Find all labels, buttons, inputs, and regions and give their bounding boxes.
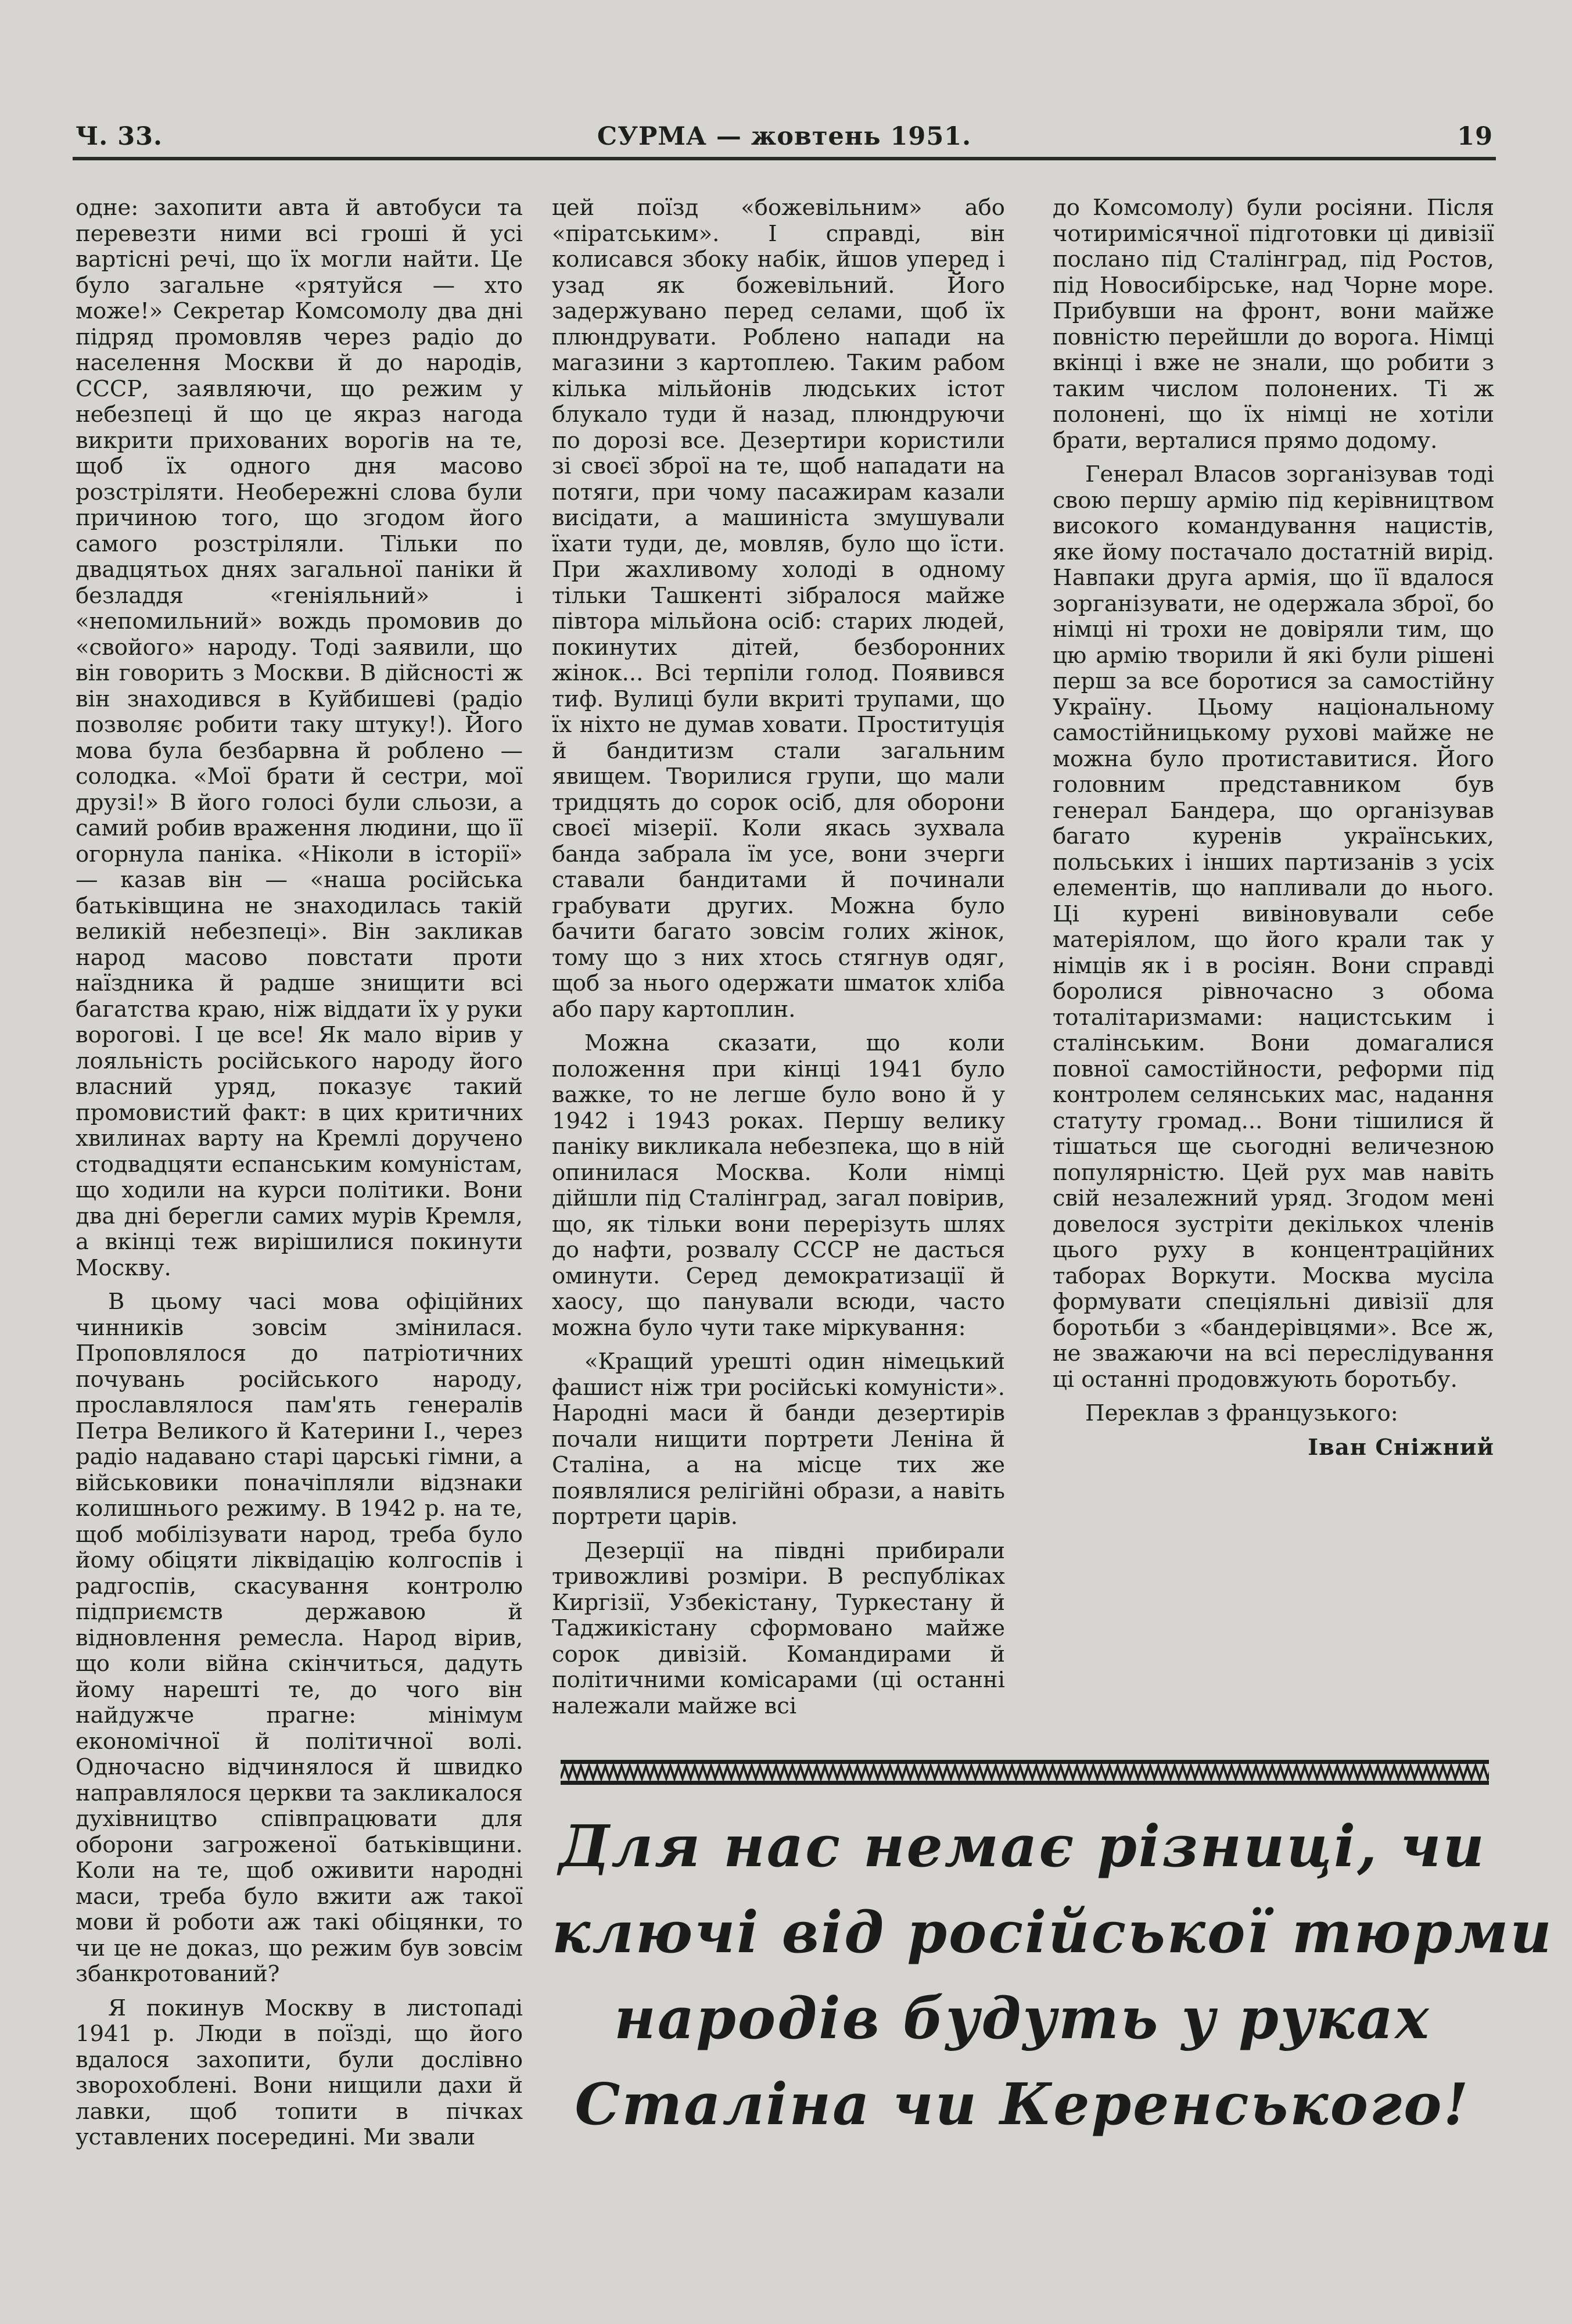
page-number: 19 <box>1457 122 1493 151</box>
paragraph: одне: захопити авта й автобуси та перевезти ними всі гроші й усі вартісні речі, що їх могли найти. Це було загальне «рятуйся — хто може!» Секретар Комсомолу два дні підряд промовляв через радіо до населення Москви й до народів, СССР, заявляючи, що режим у небезпеці й що це якраз нагода викрити прихованих ворогів на те, щоб їх одного дня масово розстріляти. Необережні слова були причиною того, що згодом його самого розстріляли. Тільки по двадцятьох днях загальної паніки й безладдя «геніяльний» і «непомильний» вождь промовив до «свойого» народу. Тоді заявили, що він говорить з Москви. В дійсності ж він знаходився в Куйбишеві (радіо позволяє робити таку штуку!). Його мова була безбарвна й роблено — солодка. «Мої брати й сестри, мої друзі!» В його голосі були сльози, а самий робив враження людини, що її огорнула паніка. «Ніколи в історії» — казав він — «наша російська батьківщина не знаходилась такій великій небезпеці». Він закликав народ масово повстати проти наїздника й радше знищити всі багатства краю, ніж віддати їх у руки ворогові. І це все! Як мало вірив у лояльність російського народу його власний уряд, показує такий промовистий факт: в цих критичних хвилинах варту на Кремлі доручено стодвадцяти еспанським комуністам, що ходили на курси політики. Вони два дні берегли самих мурів Кремля, а вкінці теж вирішилися покинути Москву. <box>76 195 523 1281</box>
slogan-line: Для нас немає різниці, чи <box>559 1813 1486 1880</box>
column-2 <box>552 195 1005 1727</box>
column-3 <box>1053 195 1494 1469</box>
paragraph: до Комсомолу) були росіяни. Після чотиримісячної підготовки ці дивізії послано під Сталінград, під Ростов, під Новосибірське, над Чорне море. Прибувши на фронт, вони майже повністю перейшли до ворога. Німці вкінці і вже не знали, що робити з таким числом полонених. Ті ж полонені, що їх німці не хотіли брати, верталися прямо додому. <box>1053 195 1494 454</box>
translator-name: Іван Сніжний <box>1308 1434 1494 1461</box>
paragraph: Дезерції на півдні прибирали тривожливі розміри. В республіках Киргізії, Узбекістану, Туркестану й Таджикістану сформовано майже сорок дивізій. Командирами й політичними комісарами (ці останні належали майже всі <box>552 1537 1005 1719</box>
magazine-title: СУРМА — жовтень 1951. <box>597 122 972 151</box>
paragraph: В цьому часі мова офіційних чинників зовсім змінилася. Проповлялося до патріотичних почувань російського народу, прославлялося пам'ять генералів Петра Великого й Катерини І., через радіо надавано старі царські гімни, а військовики поначіпляли відзнаки колишнього режиму. В 1942 р. на те, щоб мобілізувати народ, треба було йому обіцяти ліквідацію колгоспів і радгоспів, скасування контролю підприємств державою й відновлення ремесла. Народ вірив, що коли війна скінчиться, дадуть йому нарешті те, до чого він найдужче прагне: мінімум економічної й політичної волі. Одночасно відчинялося й швидко направлялося церкви та закликалося духівництво співпрацювати для оборони загроженої батьківщини. Коли на те, щоб оживити народні маси, треба було вжити аж такої мови й роботи аж такі обіцянки, то чи це не доказ, що режим був зовсім збанкротований? <box>76 1289 523 1987</box>
paragraph: Я покинув Москву в листопаді 1941 р. Люди в поїзді, що його вдалося захопити, були дослівно зворохоблені. Вони нищили дахи й лавки, щоб топити в пічках уставлених посередині. Ми звали <box>76 1995 523 2150</box>
header-rule <box>73 157 1496 160</box>
slogan-block <box>552 1804 1553 2148</box>
ornamental-border <box>561 1758 1489 1787</box>
paragraph: Можна сказати, що коли положення при кінці 1941 було важке, то не легше було воно й у 1942 і 1943 роках. Першу велику паніку викликала небезпека, що в ній опинилася Москва. Коли німці дійшли під Сталінград, загал повірив, що, як тільки вони перерізуть шлях до нафти, розвалу СССР не дасться оминути. Серед демократизації й хаосу, що панували всюди, часто можна було чути таке міркування: <box>552 1030 1005 1341</box>
translator-credit-label: Переклав з французького: <box>1085 1400 1398 1426</box>
slogan-line: ключі від російської тюрми <box>552 1899 1553 1966</box>
issue-number: Ч. 33. <box>76 122 163 151</box>
paragraph: цей поїзд «божевільним» або «піратським». І справді, він колисався збоку набік, йшов уперед і узад як божевільний. Його задержувано перед селами, щоб їх плюндрувати. Роблено напади на магазини з картоплею. Таким рабом кілька мільйонів людських істот блукало туди й назад, плюндруючи по дорозі все. Дезертири користили зі своєї зброї на те, щоб нападати на потяги, при чому пасажирам казали висідати, а машиніста змушували їхати туди, де, мовляв, було що їсти. При жахливому холоді в одному тільки Ташкенті зібралося майже півтора мільйона осіб: старих людей, покинутих дітей, безборонних жінок... Всі терпіли голод. Появився тиф. Вулиці були вкриті трупами, що їх ніхто не думав ховати. Проституція й бандитизм стали загальним явищем. Творилися групи, що мали тридцять до сорок осіб, для оборони своєї мізерії. Коли якась зухвала банда забрала їм усе, вони зчерги ставали бандитами й починали грабувати других. Можна було бачити багато зовсім голих жінок, тому що з них хтось стягнув одяг, щоб за нього одержати шматок хліба або пару картоплин. <box>552 195 1005 1023</box>
column-1 <box>76 195 523 2159</box>
paragraph: Генерал Власов зорганізував тоді свою першу армію під керівництвом високого командування нацистів, яке йому постачало достатній вирід. Навпаки друга армія, що її вдалося зорганізувати, не одержала зброї, бо німці ні трохи не довіряли тим, що цю армію творили й які були рішені перш за все боротися за самостійну Україну. Цьому національному самостійницькому рухові майже не можна було протиставитися. Його головним представником був генерал Бандера, що організував багато куренів українських, польських і інших партизанів з усіх елементів, що напливали до нього. Ці курені вивіновували себе матеріялом, що його крали так у німців як і в росіян. Вони справді боролися рівночасно з обома тоталітаризмами: нацистським і сталінським. Вони домагалися повної самостійности, реформи під контролем селянських мас, надання статуту громад... Вони тішилися й тішаться ще сьогодні величезною популярністю. Цей рух мав навіть свій незалежний уряд. Згодом мені довелося зустріти декількох членів цього руху в концентраційних таборах Воркути. Москва мусіла формувати спеціяльні дивізії для боротьби з «бандерівцями». Все ж, не зважаючи на всі переслідування ці останні продовжують боротьбу. <box>1053 461 1494 1393</box>
slogan-line: народів будуть у руках <box>614 1985 1431 2052</box>
slogan-line: Сталіна чи Керенського! <box>575 2071 1470 2138</box>
paragraph: «Кращий урешті один німецький фашист ніж три російські комуністи». Народні маси й банди дезертирів почали нищити портрети Леніна й Сталіна, а на місце тих же появлялися релігійні образи, а навіть портрети царів. <box>552 1349 1005 1530</box>
